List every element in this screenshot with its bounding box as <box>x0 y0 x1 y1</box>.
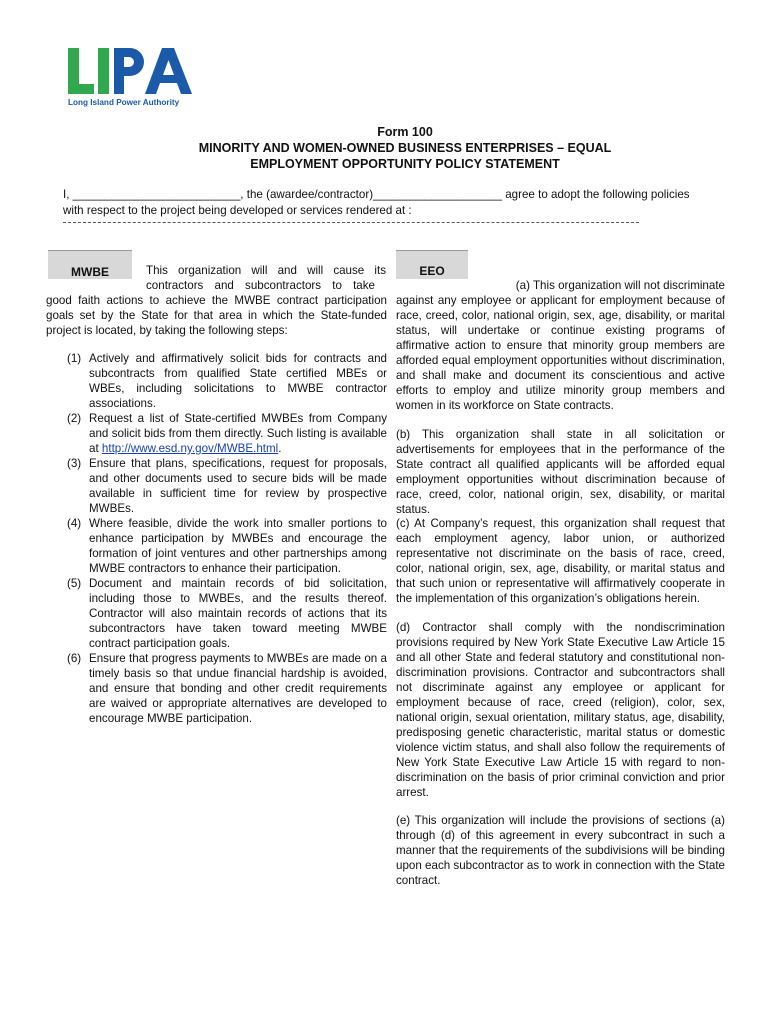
list-item <box>63 411 387 456</box>
mwbe-steps <box>63 351 387 726</box>
list-item <box>63 456 387 516</box>
list-item <box>63 516 387 576</box>
item-number: (6) <box>67 652 82 665</box>
eeo-section-c: (c) At Company’s request, this organization shall request that each employment agency, labor union, or authorized representative not discriminate on the basis of race, creed, color, national origin, sex, age, disability, or marital status and that such union or representative will affirmatively cooperate in the implementation of this organization’s obligations herein. <box>396 517 725 605</box>
item-number: (2) <box>67 412 82 425</box>
form-number: Form 100 <box>377 125 433 139</box>
form-title-line1: MINORITY AND WOMEN-OWNED BUSINESS ENTERPRISES – EQUAL <box>198 141 612 155</box>
list-item <box>63 351 387 411</box>
item-text: Ensure that plans, specifications, request for proposals, and other documents used to secure bids will be made available in sufficient time for review by prospective MWBEs. <box>89 457 387 515</box>
eeo-section-a: against any employee or applicant for employment because of race, creed, color, national origin, sex, age, disability, or marital status, will undertake or continue existing programs of affirmative action to ensure that minority group members are afforded equal employment opportunities without discrimination, and shall make and document its conscientious and active efforts to employ and utilize minority group members and women in its workforce on State contracts. <box>396 294 725 412</box>
list-item <box>63 576 387 651</box>
mwbe-listing-link[interactable]: http://www.esd.ny.gov/MWBE.html <box>101 442 279 455</box>
item-number: (4) <box>67 517 82 530</box>
mwbe-heading: MWBE <box>48 250 132 279</box>
eeo-a-first-line: (a) This organization will not discriminate <box>515 279 725 292</box>
eeo-section-b: (b) This organization shall state in all solicitation or advertisements for employees that in the performance of the State contract all qualified applicants will be afforded equal employment opportunities without discrimination because of race, creed, color, national origin, sex, disability, or marital status. <box>396 428 725 516</box>
item-text: Where feasible, divide the work into smaller portions to enhance participation by MWBEs and encourage the formation of joint ventures and other partnerships among MWBE contractors to enhance their participation. <box>89 517 387 575</box>
form-title-line2: EMPLOYMENT OPPORTUNITY POLICY STATEMENT <box>250 157 560 171</box>
item-text-end: . <box>278 442 282 455</box>
eeo-section-d: (d) Contractor shall comply with the nondiscrimination provisions required by New York State Executive Law Article 15 and all other State and federal statutory and constitutional non-discrimination provisions. Contractor and subcontractors shall not discriminate against any employee or applicant for employment because of race, creed (religion), color, sex, national origin, sexual orientation, military status, age, disability, predisposing genetic characteristic, marital status or domestic violence victim status, and shall also follow the requirements of New York State Executive Law Article 15 with regard to non-discrimination on the basis of prior criminal conviction and prior arrest. <box>396 621 725 799</box>
item-number: (1) <box>67 352 82 365</box>
awardee-statement: I, __________________________, the (awardee/contractor)____________________ agree to adopt the following policies <box>63 188 690 201</box>
eeo-heading: EEO <box>396 250 468 279</box>
item-text: Request a list of State-certified MWBEs from Company and solicit bids from them directly. Such listing is available at <box>89 412 387 455</box>
item-number: (3) <box>67 457 82 470</box>
item-text: Document and maintain records of bid solicitation, including those to MWBEs, and the results thereof. Contractor will also maintain records of actions that its subcontractors have taken toward meeting MWBE contract participation goals. <box>89 577 387 650</box>
mwbe-lead-rest: good faith actions to achieve the MWBE contract participation goals set by the State for that area in which the State-funded project is located, by taking the following steps: <box>46 294 387 337</box>
item-text: Actively and affirmatively solicit bids for contracts and subcontracts from qualified State certified MBEs or WBEs, including solicitations to MWBE contractor associations. <box>89 352 387 410</box>
logo-subtitle: Long Island Power Authority <box>68 98 180 107</box>
item-text: Ensure that progress payments to MWBEs are made on a timely basis so that undue financial hardship is avoided, and ensure that bonding and other credit requirements are waived or appropriate alternatives are developed to encourage MWBE participation. <box>89 652 387 725</box>
project-statement: with respect to the project being developed or services rendered at : <box>63 204 412 217</box>
item-number: (5) <box>67 577 82 590</box>
list-item <box>63 651 387 726</box>
mwbe-lead-line2: contractors and subcontractors to take <box>146 279 375 292</box>
eeo-section-e: (e) This organization will include the provisions of sections (a) through (d) of this agreement in every subcontract in such a manner that the requirements of the subdivisions will be binding upon each subcontractor as to work in connection with the State contract. <box>396 814 725 887</box>
mwbe-lead-line1: This organization will and will cause its <box>146 264 386 277</box>
project-blank-line <box>63 222 639 223</box>
